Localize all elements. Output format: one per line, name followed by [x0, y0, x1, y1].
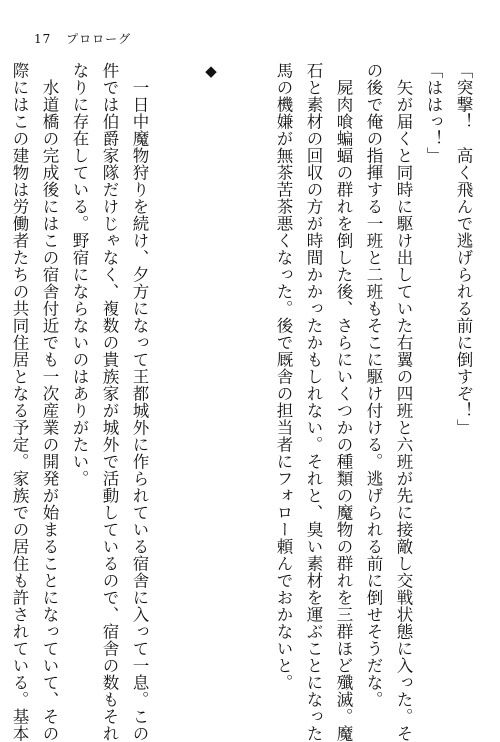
text-line: 件では伯爵家隊だけじゃなく、複数の貴族家が城外で活動しているので、宿舎の数もそれ [100, 62, 119, 742]
section-gap [154, 62, 196, 682]
text-line: 一日中魔物狩りを続け、夕方になって王都城外に作られている宿舎に入って一息。この [130, 62, 149, 742]
chapter-title: プロローグ [66, 32, 132, 46]
text-line: なりに存在している。野宿にならないのはありがたい。 [70, 62, 89, 487]
page-number: 17 [34, 32, 52, 46]
text-line: 矢が届くと同時に駆け出していた右翼の四班と六班が先に接敵し交戦状態に入った。そ [394, 62, 413, 742]
text-line: 際にはこの建物は労働者たちの共同住居となる予定。家族での居住も許されている。基本 [10, 62, 29, 742]
text-line: の後で俺の指揮する一班と二班もそこに駆け付ける。逃げられる前に倒せそうだな。 [364, 62, 383, 708]
text-line: 石と素材の回収の方が時間かかったかもしれない。それと、臭い素材を運ぶことになった [304, 62, 323, 742]
running-header [34, 30, 131, 47]
text-line: 水道橋の完成後にはこの宿舎付近でも一次産業の開発が始まることになっていて、その [40, 62, 59, 742]
vertical-body-text [0, 62, 478, 742]
text-line: 馬の機嫌が無茶苦茶悪くなった。後で厩舎の担当者にフォロー頼んでおかないと。 [274, 62, 293, 691]
text-line [0, 62, 4, 682]
section-gap [226, 62, 268, 682]
section-break-diamond: ◆ [202, 62, 220, 81]
text-line: 「ははっ！」 [424, 62, 443, 164]
text-line: 「突撃！ 高く飛んで逃げられる前に倒すぞ！」 [454, 62, 473, 436]
text-line: 屍肉喰蝙蝠の群れを倒した後、さらにいくつかの種類の魔物の群れを三群ほど殲滅。魔 [334, 62, 353, 742]
